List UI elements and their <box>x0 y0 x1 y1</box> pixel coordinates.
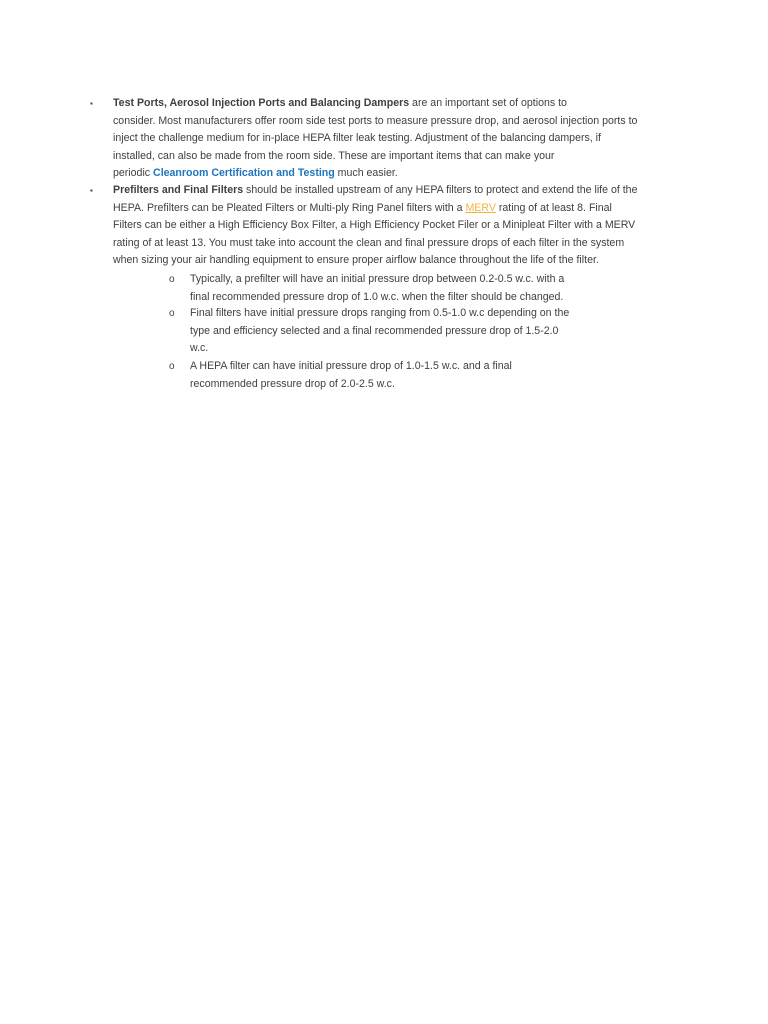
cleanroom-certification-link[interactable]: Cleanroom Certification and Testing <box>153 167 335 180</box>
paragraph-line: Filters can be either a High Efficiency Box Filter, a High Efficiency Pocket Filer or a Minipleat Filter with a MERV <box>113 219 636 232</box>
paragraph-line: Final filters have initial pressure drops ranging from 0.5-1.0 w.c depending on the <box>190 307 570 319</box>
bullet-test-ports: ▪ Test Ports, Aerosol Injection Ports and Balancing Dampers are an important set of options to consider. Most manufacturers offer room side test ports to measure pressure drop, and aerosol injection ports to inject the challenge medium for in-place HEPA filter leak testing. Adjustment of the balancing dampers, if installed, can also be made from the room side. These are important items that can make your periodic Cleanroom Certification and Testing much easier. <box>113 95 683 183</box>
list-item <box>169 271 600 306</box>
list-item <box>169 358 545 393</box>
paragraph-line: installed, can also be made from the room side. These are important items that can make your <box>113 149 555 162</box>
merv-link[interactable]: MERV <box>465 201 496 214</box>
paragraph-line: final recommended pressure drop of 1.0 w.c. when the filter should be changed. <box>190 290 564 303</box>
list-item <box>169 305 605 358</box>
paragraph-line: inject the challenge medium for in-place HEPA filter leak testing. Adjustment of the balancing dampers, if <box>113 132 601 145</box>
circle-bullet-icon: o <box>169 308 175 319</box>
paragraph-line: type and efficiency selected and a final recommended pressure drop of 1.5-2.0 <box>190 324 559 337</box>
circle-bullet-icon: o <box>169 361 175 372</box>
bullet-heading: Prefilters and Final Filters <box>113 184 244 196</box>
paragraph-line: rating of at least 13. You must take into account the clean and final pressure drops of each filter in the system <box>113 236 625 249</box>
bullet-prefilters: ▪ Prefilters and Final Filters should be installed upstream of any HEPA filters to protect and extend the life of the HEPA. Prefilters can be Pleated Filters or Multi-ply Ring Panel filters with a MERV rating of at least 8. Final Filters can be either a High Efficiency Box Filter, a High Efficiency Pocket Filer or a Minipleat Filter with a MERV rating of at least 13. You must take into account the clean and final pressure drops of each filter in the system when sizing your air handling equipment to ensure proper airflow balance throughout the life of the filter. <box>113 182 683 270</box>
sub-item-final-filter <box>169 305 605 358</box>
paragraph-line: w.c. <box>190 342 209 355</box>
square-bullet-icon: ▪ <box>90 186 93 195</box>
paragraph-line: A HEPA filter can have initial pressure drop of 1.0-1.5 w.c. and a final <box>190 360 512 372</box>
sub-item-hepa-filter <box>169 358 545 393</box>
paragraph-line: Typically, a prefilter will have an initial pressure drop between 0.2-0.5 w.c. with a <box>190 273 565 285</box>
bullet-heading: Test Ports, Aerosol Injection Ports and Balancing Dampers <box>113 97 410 109</box>
paragraph-line: consider. Most manufacturers offer room side test ports to measure pressure drop, and aerosol injection ports to <box>113 114 638 127</box>
sub-item-prefilter <box>169 271 600 306</box>
square-bullet-icon: ▪ <box>90 99 93 108</box>
circle-bullet-icon: o <box>169 274 175 285</box>
paragraph-line: when sizing your air handling equipment to ensure proper airflow balance throughout the life of the filter. <box>113 254 599 267</box>
paragraph-line: recommended pressure drop of 2.0-2.5 w.c. <box>190 377 395 390</box>
